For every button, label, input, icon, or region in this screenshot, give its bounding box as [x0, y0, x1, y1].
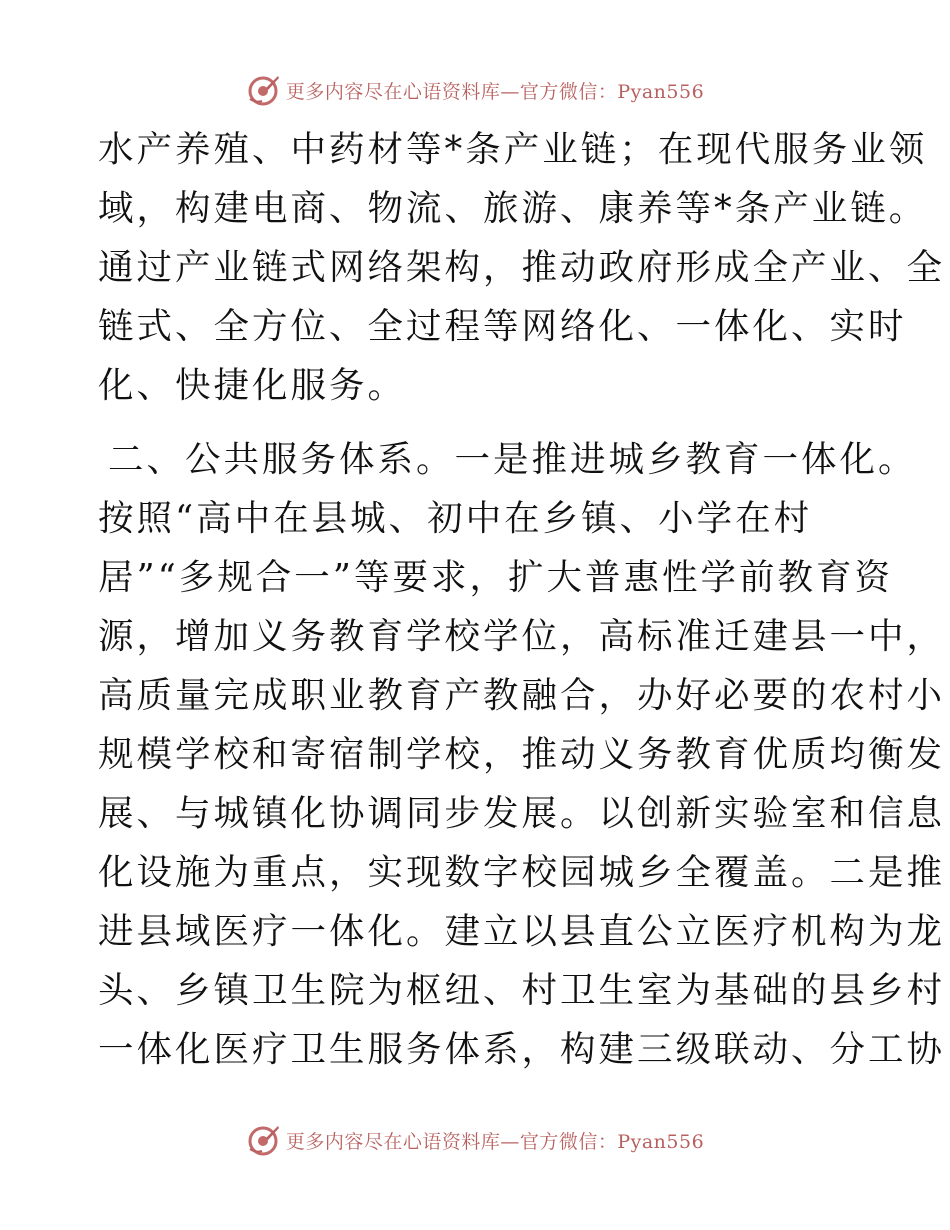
- text-line: 居”“多规合一”等要求，扩大普惠性学前教育资: [98, 557, 893, 598]
- text-line: 化设施为重点，实现数字校园城乡全覆盖。二是推: [98, 852, 946, 893]
- text-line: 源，增加义务教育学校学位，高标准迁建县一中，: [98, 616, 946, 657]
- text-line: 高质量完成职业教育产教融合，办好必要的农村小: [98, 675, 946, 716]
- text-line: 水产养殖、中药材等*条产业链；在现代服务业领: [98, 129, 928, 170]
- text-line: 头、乡镇卫生院为枢纽、村卫生室为基础的县乡村: [98, 970, 946, 1011]
- footer-watermark: [0, 1123, 950, 1157]
- pen-on-circle-logo-icon: [246, 73, 280, 107]
- text-line: 进县域医疗一体化。建立以县直公立医疗机构为龙: [98, 911, 946, 952]
- header-watermark: [0, 73, 950, 107]
- watermark-text: 更多内容尽在心语资料库—官方微信：Pyan556: [285, 1130, 705, 1153]
- text-line: 按照“高中在县城、初中在乡镇、小学在村: [98, 498, 813, 539]
- watermark-text: 更多内容尽在心语资料库—官方微信：Pyan556: [285, 80, 705, 103]
- pen-on-circle-logo-icon: [246, 1123, 280, 1157]
- text-line: 展、与城镇化协调同步发展。以创新实验室和信息: [98, 793, 946, 834]
- text-line: 二、公共服务体系。一是推进城乡教育一体化。: [108, 439, 917, 480]
- text-line: 规模学校和寄宿制学校，推动义务教育优质均衡发: [98, 734, 946, 775]
- text-line: 一体化医疗卫生服务体系，构建三级联动、分工协: [98, 1029, 946, 1070]
- paragraph-industry-chain: [98, 120, 946, 415]
- paragraph-public-service: [98, 430, 946, 1079]
- text-line: 通过产业链式网络架构，推动政府形成全产业、全: [98, 247, 946, 288]
- text-line: 域，构建电商、物流、旅游、康养等*条产业链。: [98, 188, 928, 229]
- text-line: 链式、全方位、全过程等网络化、一体化、实时: [98, 306, 907, 347]
- text-line: 化、快捷化服务。: [98, 365, 407, 406]
